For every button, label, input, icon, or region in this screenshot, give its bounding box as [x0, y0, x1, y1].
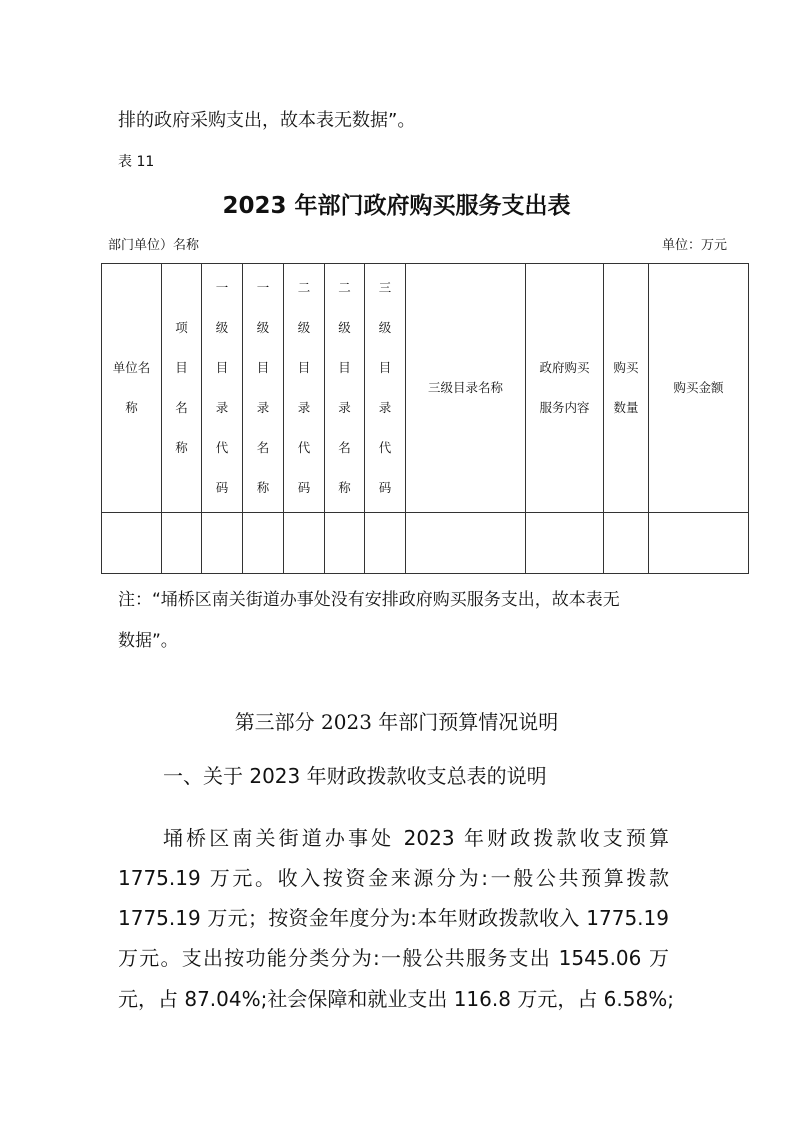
column-header-text: 目: [378, 360, 392, 375]
table-cell: [526, 513, 604, 574]
heading-1: 一、关于 2023 年财政拨款收支总表的说明: [163, 764, 547, 788]
table-number: 表 11: [118, 154, 155, 170]
column-header-text: 服务内容: [539, 400, 590, 415]
column-header: [604, 264, 649, 513]
column-header-text: 录: [256, 400, 270, 415]
table-cell: [365, 513, 406, 574]
table-cell: [325, 513, 365, 574]
column-header-text: 单位名称: [112, 360, 151, 415]
column-header-text: 级: [215, 320, 229, 335]
column-header-text: 购买金额: [673, 380, 724, 395]
column-header-text: 名: [338, 440, 351, 455]
column-header-text: 政府购买: [539, 360, 590, 375]
column-header-text: 级: [378, 320, 392, 335]
table-row: [102, 513, 749, 574]
dept-label: 部门单位）名称: [108, 238, 200, 253]
column-header-text: 码: [215, 480, 229, 495]
column-header-text: 目: [338, 360, 351, 375]
column-header-text: 代: [297, 440, 311, 455]
table-cell: [202, 513, 243, 574]
paragraph-line: 1775.19 万元；按资金年度分为:本年财政拨款收入 1775.19: [118, 906, 669, 930]
column-header-text: 一: [215, 280, 229, 295]
previous-paragraph-tail: 排的政府采购支出，故本表无数据”。: [118, 110, 416, 131]
column-header-text: 录: [215, 400, 229, 415]
column-header-text: 名: [256, 440, 270, 455]
column-header: [406, 264, 526, 513]
column-header: [526, 264, 604, 513]
table-header-row: [102, 264, 749, 513]
note-line-1: 注：“埇桥区南关街道办事处没有安排政府购买服务支出，故本表无: [118, 590, 620, 610]
column-header-text: 代: [378, 440, 392, 455]
table-cell: [243, 513, 284, 574]
column-header-text: 代: [215, 440, 229, 455]
table-cell: [604, 513, 649, 574]
column-header-text: 码: [378, 480, 392, 495]
table-cell: [162, 513, 202, 574]
column-header-text: 级: [297, 320, 311, 335]
section-title: 第三部分 2023 年部门预算情况说明: [234, 710, 559, 734]
table-cell: [649, 513, 749, 574]
column-header: [284, 264, 325, 513]
column-header-text: 码: [297, 480, 311, 495]
column-header-text: 三级目录名称: [427, 380, 503, 395]
table-cell: [284, 513, 325, 574]
note-line-2: 数据”。: [118, 631, 178, 651]
column-header: [325, 264, 365, 513]
table-title: 2023 年部门政府购买服务支出表: [222, 193, 571, 219]
paragraph-line: 元，占 87.04%;社会保障和就业支出 116.8 万元，占 6.58%;: [118, 987, 674, 1011]
paragraph-line: 万元。支出按功能分类分为:一般公共服务支出 1545.06 万: [118, 946, 669, 970]
column-header-text: 录: [297, 400, 311, 415]
table-cell: [102, 513, 162, 574]
column-header: [649, 264, 749, 513]
column-header-text: 二: [338, 280, 351, 295]
column-header-text: 一: [256, 280, 270, 295]
column-header-text: 目: [297, 360, 311, 375]
unit-label: 单位：万元: [662, 238, 728, 253]
column-header-text: 二: [297, 280, 311, 295]
column-header-text: 称: [338, 480, 351, 495]
column-header: [365, 264, 406, 513]
column-header-text: 录: [378, 400, 392, 415]
column-header: [162, 264, 202, 513]
column-header-text: 称: [256, 480, 270, 495]
table-cell: [406, 513, 526, 574]
column-header-text: 录: [338, 400, 351, 415]
column-header-text: 项目名称: [175, 320, 188, 455]
purchase-services-table: [101, 263, 749, 574]
column-header-text: 目: [215, 360, 229, 375]
column-header-text: 购买数量: [613, 360, 639, 415]
column-header-text: 级: [256, 320, 270, 335]
column-header: [243, 264, 284, 513]
column-header-text: 三: [378, 280, 392, 295]
column-header: [102, 264, 162, 513]
column-header-text: 目: [256, 360, 270, 375]
column-header-text: 级: [338, 320, 351, 335]
column-header: [202, 264, 243, 513]
paragraph-line: 埇桥区南关街道办事处 2023 年财政拨款收支预算: [163, 826, 669, 850]
paragraph-line: 1775.19 万元。收入按资金来源分为:一般公共预算拨款: [118, 866, 669, 890]
